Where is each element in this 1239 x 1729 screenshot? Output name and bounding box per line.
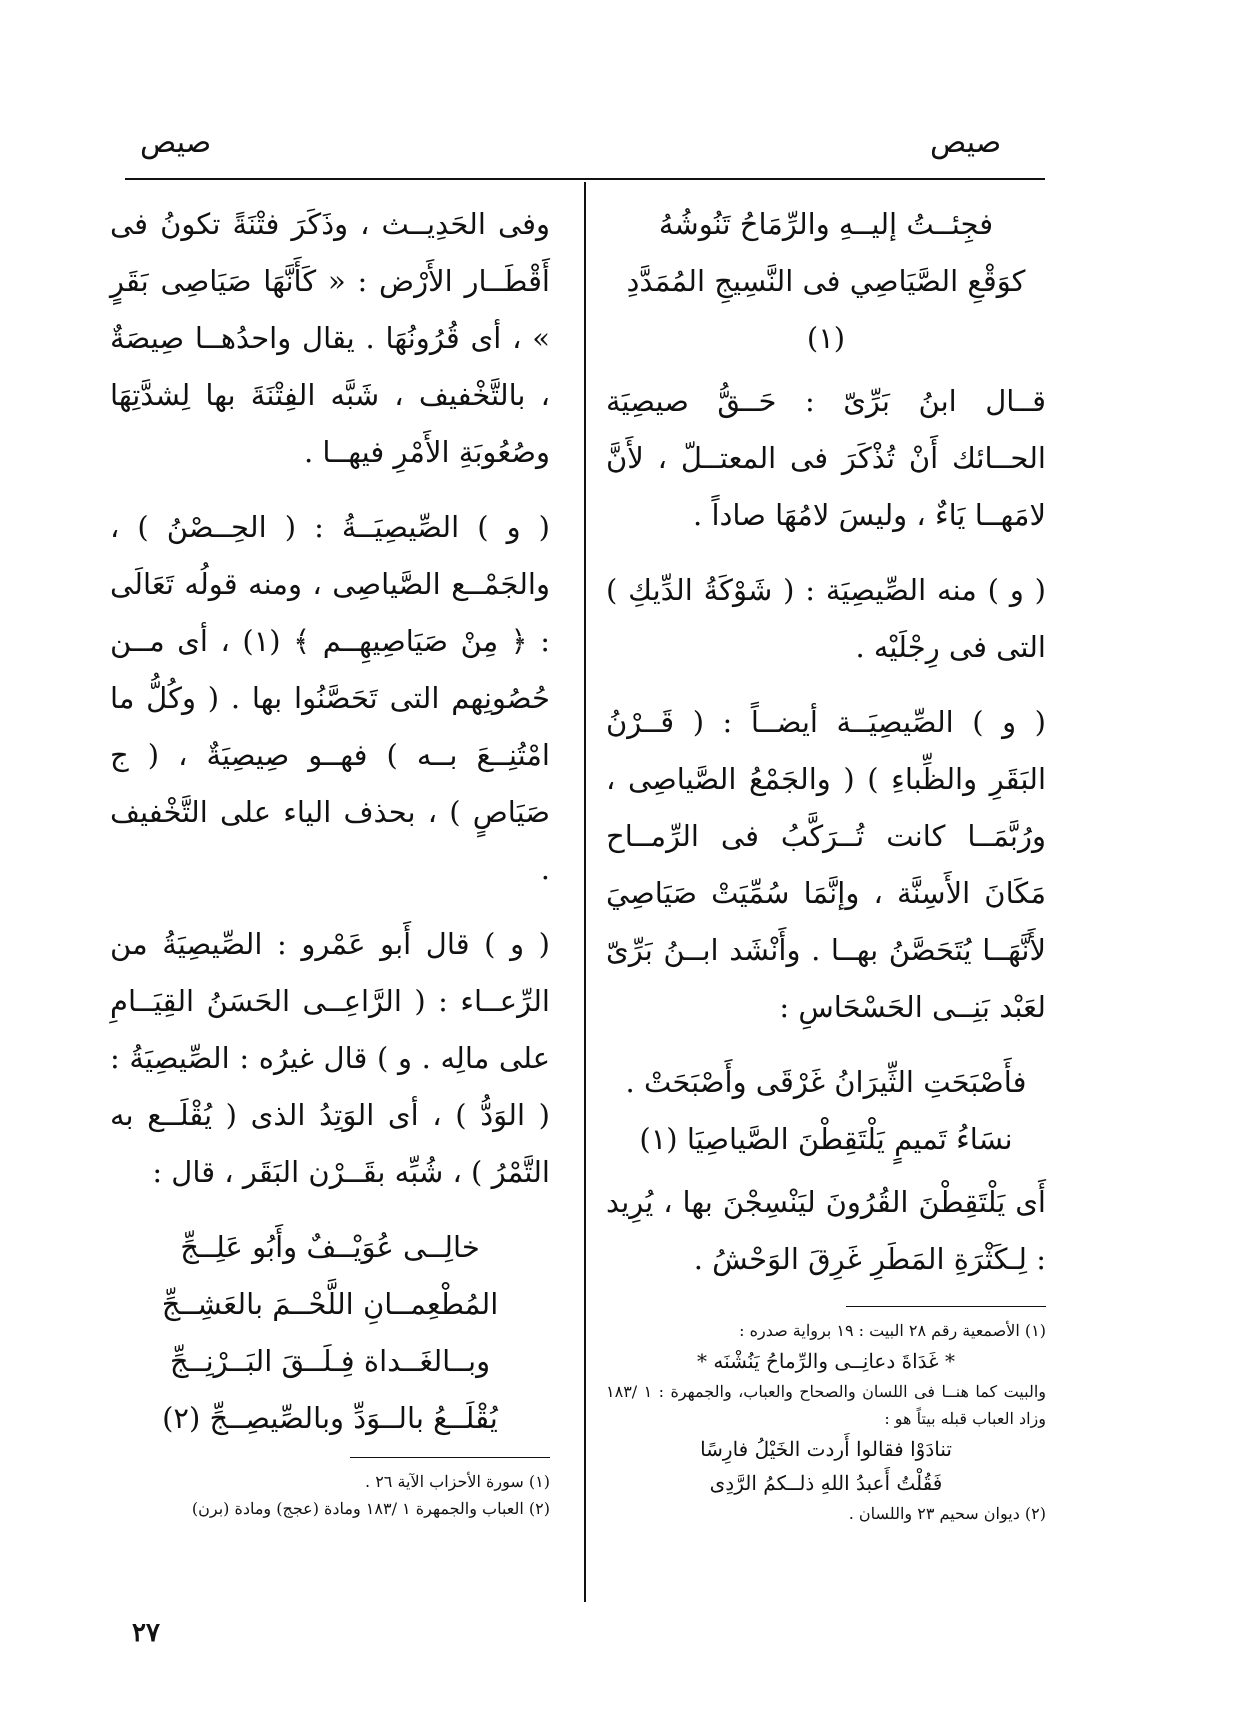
footnote-rule	[846, 1306, 1046, 1307]
column-divider	[584, 182, 586, 1602]
paragraph: ( و ) الصِّيصِيَــة أيضــاً : ( قَــرْنُ البَقَرِ والظِّباءِ ) ( والجَمْعُ الصَّياصِى ، ورُبَّمَــا كانت تُــرَكَّبُ فى الرِّمــاح مَكَانَ الأَسِنَّة ، وإنَّمَا سُمِّيَتْ صَيَاصِيَ لأَنَّهَــا يُتَحَصَّنُ بهــا . وأَنْشَد ابــنُ بَرِّىّ لعَبْد بَنِــى الحَسْحَاسِ :	[606, 705, 1046, 1024]
verse-block	[110, 1219, 550, 1447]
verse-line: المُطْعِمــانِ اللَّحْــمَ بالعَشِــجِّ	[161, 1287, 499, 1321]
footnote: والبيت كما هنــا فى اللسان والصحاح والعباب، والجمهرة : ١ /١٨٣ وزاد العباب قبله بيتاً هو :	[606, 1382, 1046, 1428]
paragraph: ( و ) قال أَبو عَمْرو : الصِّيصِيَةُ من الرِّعــاء : ( الرَّاعِــى الحَسَنُ القِيَــامِ على مالِه . و ) قال غيرُه : الصِّيصِيَةُ : ( الوَدُّ ) ، أى الوَتِدُ الذى ( يُقْلَــع به التَّمْرُ ) ، شُبِّه بقَــرْن البَقَر ، قال :	[110, 927, 550, 1189]
verse-block	[606, 196, 1046, 367]
footnote: (١) الأصمعية رقم ٢٨ البيت : ١٩ برواية صدره :	[739, 1321, 1046, 1340]
left-column	[110, 196, 550, 1522]
footnote: (٢) العباب والجمهرة ١ /١٨٣ ومادة (عجج) ومادة (برن)	[191, 1499, 550, 1518]
verse-line: فأَصْبَحَتِ الثِّيرَانُ غَرْقَى وأَصْبَحَتْ .	[625, 1065, 1027, 1099]
right-column	[606, 196, 1046, 1527]
footnote-verse: تنادَوْا فقالوا أَردت الخَيْلُ فارِسًا	[700, 1437, 952, 1461]
footnote: (٢) ديوان سحيم ٢٣ واللسان .	[848, 1504, 1046, 1523]
running-head-right: صيص	[930, 125, 1002, 160]
verse-line: نسَاءُ تَميمٍ يَلْتَقِطْنَ الصَّياصِيَا (١)	[639, 1122, 1013, 1156]
header-rule	[125, 178, 1045, 180]
verse-line: فجِئــتُ إليــهِ والرِّمَاحُ تَنُوشُهُ	[658, 207, 994, 241]
footnote-verse: فَقُلْتُ أَعبدُ اللهِ ذلــكمُ الرَّدِى	[709, 1471, 943, 1495]
paragraph: وفى الحَدِيــث ، وذَكَرَ فتْنَةً تكونُ فى أَقْطَــار الأَرْض : « كَأَنَّهَا صَيَاصِى بَقَرٍ » ، أى قُرُونُهَا . يقال واحدُهــا صِيصَةٌ ، بالتَّخْفيف ، شَبَّه الفِتْنَةَ بها لِشدَّتِهَا وصُعُوبَةِ الأَمْرِ فيهــا .	[110, 207, 550, 469]
footnote-rule	[350, 1457, 550, 1458]
verse-line: كوَقْعِ الصَّيَاصِي فى النَّسِيجِ المُمَدَّدِ (١)	[626, 264, 1026, 355]
page-number: ٢٧	[132, 1618, 160, 1648]
paragraph: قــال ابنُ بَرِّىّ : حَــقُّ صيصِيَة الحــائك أَنْ تُذْكَرَ فى المعتــلّ ، لأَنَّ لامَهــا يَاءٌ ، وليسَ لامُهَا صاداً .	[606, 384, 1046, 532]
verse-line: يُقْلَــعُ بالــوَدِّ وبالصِّيصِــجِّ (٢)	[162, 1401, 498, 1435]
paragraph: ( و ) منه الصِّيصِيَة : ( شَوْكَةُ الدِّيكِ ) التى فى رِجْلَيْه .	[606, 573, 1046, 664]
verse-block	[606, 1054, 1046, 1168]
verse-line: خالِــى عُوَيْــفٌ وأَبُو عَلِــجِّ	[180, 1230, 480, 1264]
running-head-left: صيص	[140, 125, 212, 160]
verse-line: وبــالغَــداة فِـلَــقَ البَــرْنِــجِّ	[169, 1344, 491, 1378]
paragraph: أَى يَلْتَقِطْنَ القُرُونَ ليَنْسِجْنَ بها ، يُرِيد : لِـكَثْرَةِ المَطَرِ غَرِقَ الوَحْشُ .	[606, 1185, 1046, 1276]
footnote: (١) سورة الأحزاب الآية ٢٦ .	[365, 1472, 550, 1491]
paragraph: ( و ) الصِّيصِيَــةُ : ( الحِــصْنُ ) ، والجَمْــع الصَّياصِى ، ومنه قولُه تَعَالَى : ﴿ مِنْ صَيَاصِيهِــم ﴾ (١) ، أى مــن حُصُونِهم التى تَحَصَّنُوا بها . ( وكُلُّ ما امْتُنِــعَ بــه ) فهــو صِيصِيَةٌ ، ( ج صَيَاصٍ ) ، بحذف الياء على التَّخْفيف .	[110, 510, 550, 886]
footnote-verse: * غَدَاةَ دعانِــى والرِّماحُ يَنُشْنَه *	[697, 1349, 955, 1373]
